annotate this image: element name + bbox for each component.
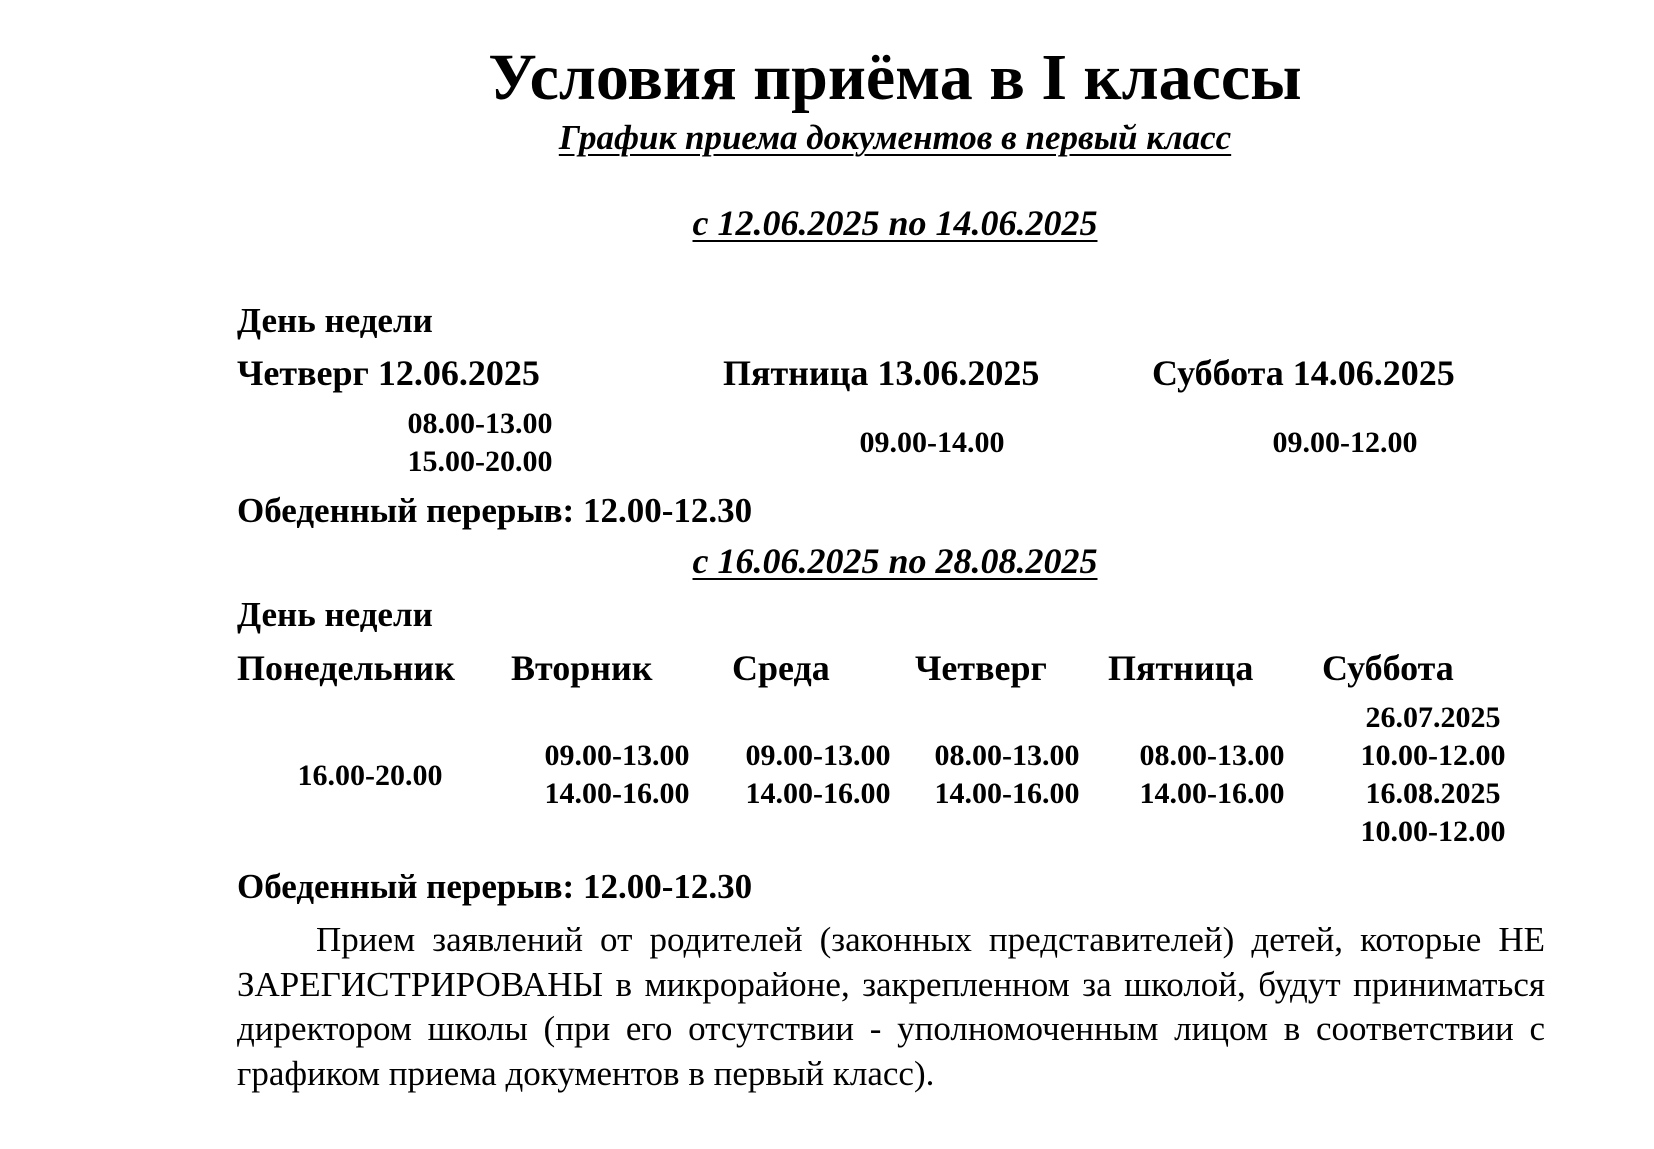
period2-wednesday-hours [718,737,918,813]
period2-monday-hours [270,757,470,795]
time-slot: 08.00-13.00 [407,407,553,440]
period1-thursday-hours [380,405,580,481]
time-slot: 10.00-12.00 [1360,739,1506,772]
period1-range: с 12.06.2025 по 14.06.2025 [692,203,1098,243]
time-slot: 08.00-13.00 [934,739,1080,772]
period2-day-saturday: Суббота [1322,648,1454,688]
period2-friday-hours [1112,737,1312,813]
date-slot: 26.07.2025 [1365,701,1501,734]
period1-saturday-hours [1245,424,1445,462]
period2-day-tuesday: Вторник [511,648,653,688]
period2-day-thursday: Четверг [915,648,1047,688]
period1-day-friday: Пятница 13.06.2025 [723,353,1040,393]
admission-note-text: Прием заявлений от родителей (законных представителей) детей, которые НЕ ЗАРЕГИСТРИРОВАНЫ в микрорайоне, закрепленном за школой, будут приниматься директором школы (при его отсутствии - уполномоченным лицом в соответствии с графиком приема документов в первый класс). [237,920,1545,1093]
time-slot: 14.00-16.00 [745,777,891,810]
period2-range: с 16.06.2025 по 28.08.2025 [692,541,1098,581]
period2-day-monday: Понедельник [237,648,455,688]
time-slot: 16.00-20.00 [297,759,443,792]
period1-day-thursday: Четверг 12.06.2025 [237,353,540,393]
time-slot: 09.00-13.00 [745,739,891,772]
period2-weekday-label: День недели [237,595,433,634]
time-slot: 09.00-14.00 [859,426,1005,459]
page-subtitle: График приема документов в первый класс [558,118,1232,157]
period1-friday-hours [832,424,1032,462]
period2-day-friday: Пятница [1108,648,1254,688]
period1-weekday-label: День недели [237,301,433,340]
period1-day-saturday: Суббота 14.06.2025 [1152,353,1455,393]
period2-day-wednesday: Среда [732,648,830,688]
time-slot: 09.00-12.00 [1272,426,1418,459]
time-slot: 09.00-13.00 [544,739,690,772]
time-slot: 10.00-12.00 [1360,815,1506,848]
period2-tuesday-hours [517,737,717,813]
page-title: Условия приёма в I классы [488,41,1302,114]
time-slot: 14.00-16.00 [934,777,1080,810]
time-slot: 14.00-16.00 [1139,777,1285,810]
period2-lunch-break: Обеденный перерыв: 12.00-12.30 [237,867,753,906]
period2-saturday-hours [1333,699,1533,851]
period2-thursday-hours [907,737,1107,813]
date-slot: 16.08.2025 [1365,777,1501,810]
period1-lunch-break: Обеденный перерыв: 12.00-12.30 [237,491,753,530]
admission-note [237,918,1545,1096]
time-slot: 14.00-16.00 [544,777,690,810]
time-slot: 15.00-20.00 [407,445,553,478]
time-slot: 08.00-13.00 [1139,739,1285,772]
